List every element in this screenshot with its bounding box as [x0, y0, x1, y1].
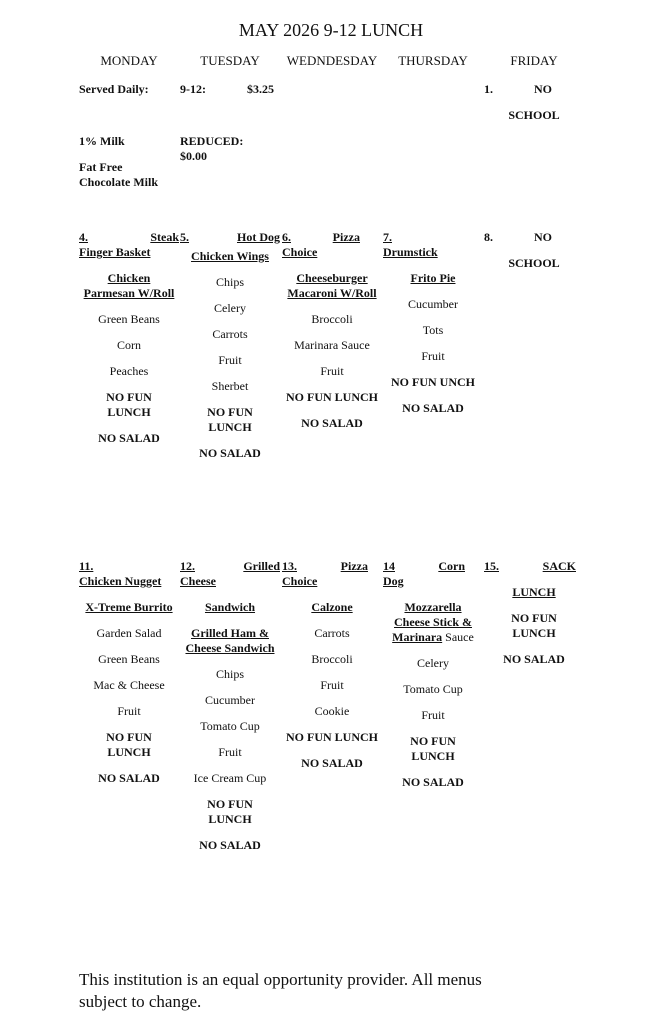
no-salad: NO SALAD — [402, 401, 464, 415]
side-item: Garden Salad — [96, 626, 162, 640]
no-school-line-1: NO — [534, 82, 552, 96]
fat-free-milk-block — [79, 160, 158, 190]
entree-main: Hot Dog — [237, 230, 280, 244]
side-item: Celery — [214, 301, 246, 315]
day-header-tuesday: TUESDAY — [200, 53, 260, 68]
entree-alt-1: Grilled Ham & — [191, 626, 269, 640]
entree-alt-1: Chicken — [107, 271, 151, 285]
no-fun-lunch-2: LUNCH — [411, 749, 455, 763]
side-item: Peaches — [109, 364, 149, 378]
no-salad: NO SALAD — [199, 838, 261, 852]
day-number: 15. — [484, 559, 499, 573]
side-item: Ice Cream Cup — [193, 771, 267, 785]
side-item: Green Beans — [98, 652, 160, 666]
reduced-price: $0.00 — [180, 149, 207, 163]
no-fun-lunch: NO FUN — [106, 730, 152, 744]
no-salad: NO SALAD — [301, 756, 363, 770]
served-daily-label: Served Daily: — [79, 82, 149, 96]
grade-label: 9-12: — [180, 82, 206, 96]
entree-alt-1: Frito Pie — [410, 271, 456, 285]
footer-line-2: subject to change. — [79, 992, 202, 1011]
day-cell-may-1 — [484, 82, 584, 123]
day-cell-may-6 — [282, 230, 382, 431]
milk-option: 1% Milk — [79, 134, 125, 148]
no-salad: NO SALAD — [503, 652, 565, 666]
day-cell-may-15 — [484, 559, 584, 667]
entree-alt-3 — [383, 630, 483, 645]
side-item: Fruit — [320, 364, 344, 378]
side-item: Cucumber — [408, 297, 458, 311]
no-fun-lunch-2: LUNCH — [208, 420, 252, 434]
no-fun-lunch: NO FUN — [511, 611, 557, 625]
no-fun-lunch-2: LUNCH — [107, 745, 151, 759]
lunch-price: $3.25 — [247, 82, 274, 96]
entree-main: Steak — [150, 230, 179, 244]
no-salad: NO SALAD — [301, 416, 363, 430]
day-number: 14 — [383, 559, 395, 573]
day-number: 4. — [79, 230, 88, 244]
day-number: 13. — [282, 559, 297, 573]
side-item: Broccoli — [311, 652, 353, 666]
page-title: MAY 2026 9-12 LUNCH — [238, 20, 424, 40]
entree-alt-1: X-Treme Burrito — [85, 600, 173, 614]
day-number: 1. — [484, 82, 493, 96]
reduced-price-block — [180, 134, 243, 164]
reduced-label: REDUCED: — [180, 134, 244, 148]
day-cell-may-5 — [180, 230, 280, 461]
side-item: Carrots — [212, 327, 248, 341]
side-item: Fruit — [218, 745, 242, 759]
day-cell-may-8 — [484, 230, 584, 271]
no-fun-lunch-2: LUNCH — [107, 405, 151, 419]
side-item: Cookie — [314, 704, 350, 718]
no-salad: NO SALAD — [98, 431, 160, 445]
no-salad: NO SALAD — [98, 771, 160, 785]
side-item: Green Beans — [98, 312, 160, 326]
entree-main-2: Choice — [282, 245, 318, 259]
entree-main: Pizza — [332, 230, 360, 244]
day-cell-may-13 — [282, 559, 382, 771]
side-item: Fruit — [117, 704, 141, 718]
no-fun-lunch: NO FUN — [106, 390, 152, 404]
side-item: Fruit — [421, 349, 445, 363]
entree-alt-3a: Marinara — [392, 630, 443, 644]
entree-main-2: Choice — [282, 574, 318, 588]
entree-alt-1: Mozzarella — [404, 600, 462, 614]
no-salad: NO SALAD — [402, 775, 464, 789]
entree-main-2: Dog — [383, 574, 404, 588]
no-fun-lunch-2: LUNCH — [512, 626, 556, 640]
side-item: Broccoli — [311, 312, 353, 326]
side-item: Mac & Cheese — [93, 678, 165, 692]
day-header-friday: FRIDAY — [510, 53, 558, 68]
entree-alt-2: Cheese Stick & — [394, 615, 472, 629]
no-fun-lunch: NO FUN LUNCH — [286, 390, 378, 404]
day-cell-may-12 — [180, 559, 280, 853]
fat-free-line-1: Fat Free — [79, 160, 123, 174]
no-fun-lunch-2: LUNCH — [208, 812, 252, 826]
day-number: 6. — [282, 230, 291, 244]
entree-main: Grilled — [243, 559, 280, 573]
day-number: 11. — [79, 559, 94, 573]
entree-main: Corn — [438, 559, 465, 573]
day-header-monday: MONDAY — [100, 53, 158, 68]
entree-alt-2: Macaroni W/Roll — [287, 286, 377, 300]
entree-alt-2: Parmesan W/Roll — [83, 286, 175, 300]
side-item: Fruit — [421, 708, 445, 722]
no-fun-lunch: NO FUN LUNCH — [286, 730, 378, 744]
no-fun-lunch: NO FUN — [207, 405, 253, 419]
entree-main-2: Cheese — [180, 574, 216, 588]
day-header-wednesday: WEDNDESDAY — [286, 53, 378, 68]
footer-line-1: This institution is an equal opportunity provider. All menus — [79, 970, 482, 989]
side-item: Tots — [422, 323, 444, 337]
side-item: Chips — [215, 667, 244, 681]
entree-main: SACK — [542, 559, 576, 573]
day-cell-may-14 — [383, 559, 483, 790]
entree-main-2: LUNCH — [512, 585, 556, 599]
no-school-line-1: NO — [534, 230, 552, 244]
footer-disclaimer — [79, 969, 599, 1013]
entree-alt-2: Cheese Sandwich — [185, 641, 275, 655]
day-number: 7. — [383, 230, 392, 244]
entree-main-3: Sandwich — [204, 600, 256, 614]
side-item: Tomato Cup — [403, 682, 463, 696]
no-fun-lunch: NO FUN UNCH — [391, 375, 475, 389]
day-number: 8. — [484, 230, 493, 244]
side-item: Fruit — [320, 678, 344, 692]
side-item: Celery — [417, 656, 449, 670]
entree-main-2: Finger Basket — [79, 245, 151, 259]
day-cell-may-11 — [79, 559, 179, 786]
entree-main-2: Drumstick — [383, 245, 438, 259]
side-item: Sherbet — [211, 379, 249, 393]
entree-main: Pizza — [340, 559, 368, 573]
no-school-line-2: SCHOOL — [508, 108, 560, 122]
day-cell-may-7 — [383, 230, 483, 416]
fat-free-line-2: Chocolate Milk — [79, 175, 158, 189]
day-number: 12. — [180, 559, 195, 573]
side-item: Cucumber — [205, 693, 255, 707]
side-item: Corn — [117, 338, 141, 352]
no-salad: NO SALAD — [199, 446, 261, 460]
side-item: Marinara Sauce — [294, 338, 370, 352]
no-fun-lunch: NO FUN — [207, 797, 253, 811]
entree-alt-1: Cheeseburger — [296, 271, 368, 285]
entree-alt-3b: Sauce — [442, 630, 474, 644]
day-cell-may-4 — [79, 230, 179, 446]
day-number: 5. — [180, 230, 189, 244]
side-item: Carrots — [314, 626, 350, 640]
entree-alt-1: Chicken Wings — [191, 249, 269, 263]
no-fun-lunch: NO FUN — [410, 734, 456, 748]
day-header-thursday: THURSDAY — [398, 53, 468, 68]
entree-main-2: Chicken Nugget — [79, 574, 162, 588]
side-item: Fruit — [218, 353, 242, 367]
no-school-line-2: SCHOOL — [508, 256, 560, 270]
side-item: Chips — [215, 275, 244, 289]
entree-alt-1: Calzone — [311, 600, 353, 614]
side-item: Tomato Cup — [200, 719, 260, 733]
